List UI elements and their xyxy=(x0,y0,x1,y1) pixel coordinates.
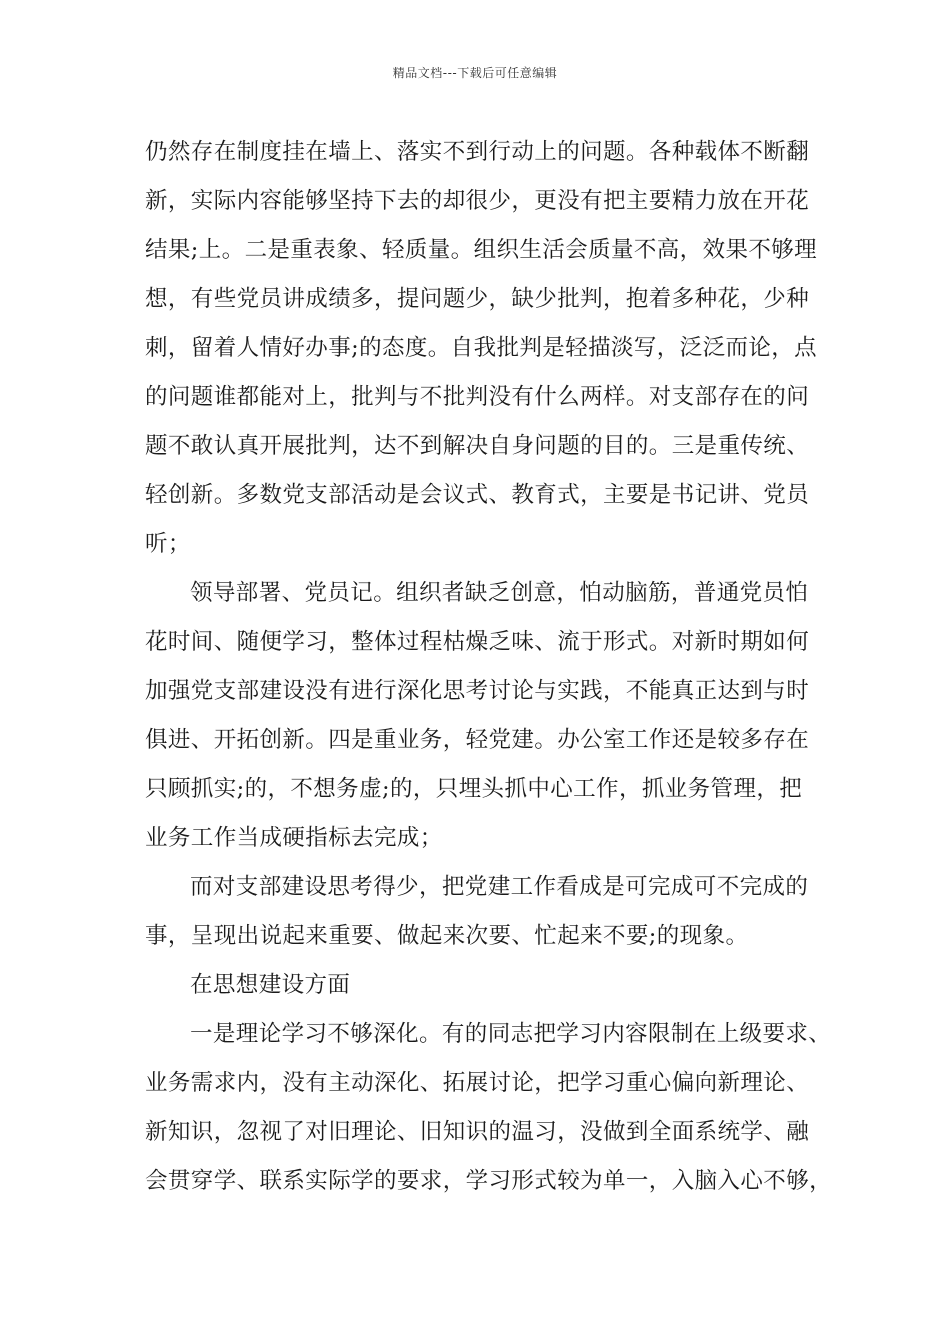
text-line: 会贯穿学、联系实际学的要求，学习形式较为单一，入脑入心不够， xyxy=(145,1168,833,1194)
text-line: 想，有些党员讲成绩多，提问题少，缺少批判，抱着多种花，少种 xyxy=(145,286,810,312)
text-line: 加强党支部建设没有进行深化思考讨论与实践，不能真正达到与时 xyxy=(145,678,810,704)
text-line: 俱进、开拓创新。四是重业务，轻党建。办公室工作还是较多存在 xyxy=(145,727,810,753)
text-line: 业务工作当成硬指标去完成； xyxy=(145,825,443,851)
text-line: 新，实际内容能够坚持下去的却很少，更没有把主要精力放在开花 xyxy=(145,188,810,214)
text-line: 题不敢认真开展批判，达不到解决自身问题的目的。三是重传统、 xyxy=(145,433,810,459)
text-line: 花时间、随便学习，整体过程枯燥乏味、流于形式。对新时期如何 xyxy=(145,629,810,655)
page-header: 精品文档---下载后可任意编辑 xyxy=(392,66,558,80)
text-line: 的问题谁都能对上，批判与不批判没有什么两样。对支部存在的问 xyxy=(145,384,810,410)
section-heading: 在思想建设方面 xyxy=(190,972,351,998)
paragraph-start-line: 而对支部建设思考得少，把党建工作看成是可完成可不完成的 xyxy=(190,874,809,900)
text-line: 新知识，忽视了对旧理论、旧知识的温习，没做到全面系统学、融 xyxy=(145,1119,810,1145)
text-line: 结果;上。二是重表象、轻质量。组织生活会质量不高，效果不够理 xyxy=(145,237,818,263)
text-line: 只顾抓实;的，不想务虚;的，只埋头抓中心工作，抓业务管理，把 xyxy=(145,776,803,802)
text-line: 业务需求内，没有主动深化、拓展讨论，把学习重心偏向新理论、 xyxy=(145,1070,810,1096)
document-body xyxy=(145,128,833,1206)
text-line: 仍然存在制度挂在墙上、落实不到行动上的问题。各种载体不断翻 xyxy=(145,139,810,165)
text-line: 听； xyxy=(145,531,191,557)
paragraph-start-line: 领导部署、党员记。组织者缺乏创意，怕动脑筋，普通党员怕 xyxy=(190,580,809,606)
text-line: 刺，留着人情好办事;的态度。自我批判是轻描淡写，泛泛而论，点 xyxy=(145,335,818,361)
text-line: 轻创新。多数党支部活动是会议式、教育式，主要是书记讲、党员 xyxy=(145,482,810,508)
paragraph-start-line: 一是理论学习不够深化。有的同志把学习内容限制在上级要求、 xyxy=(190,1021,832,1047)
text-line: 事，呈现出说起来重要、做起来次要、忙起来不要;的现象。 xyxy=(145,923,749,949)
